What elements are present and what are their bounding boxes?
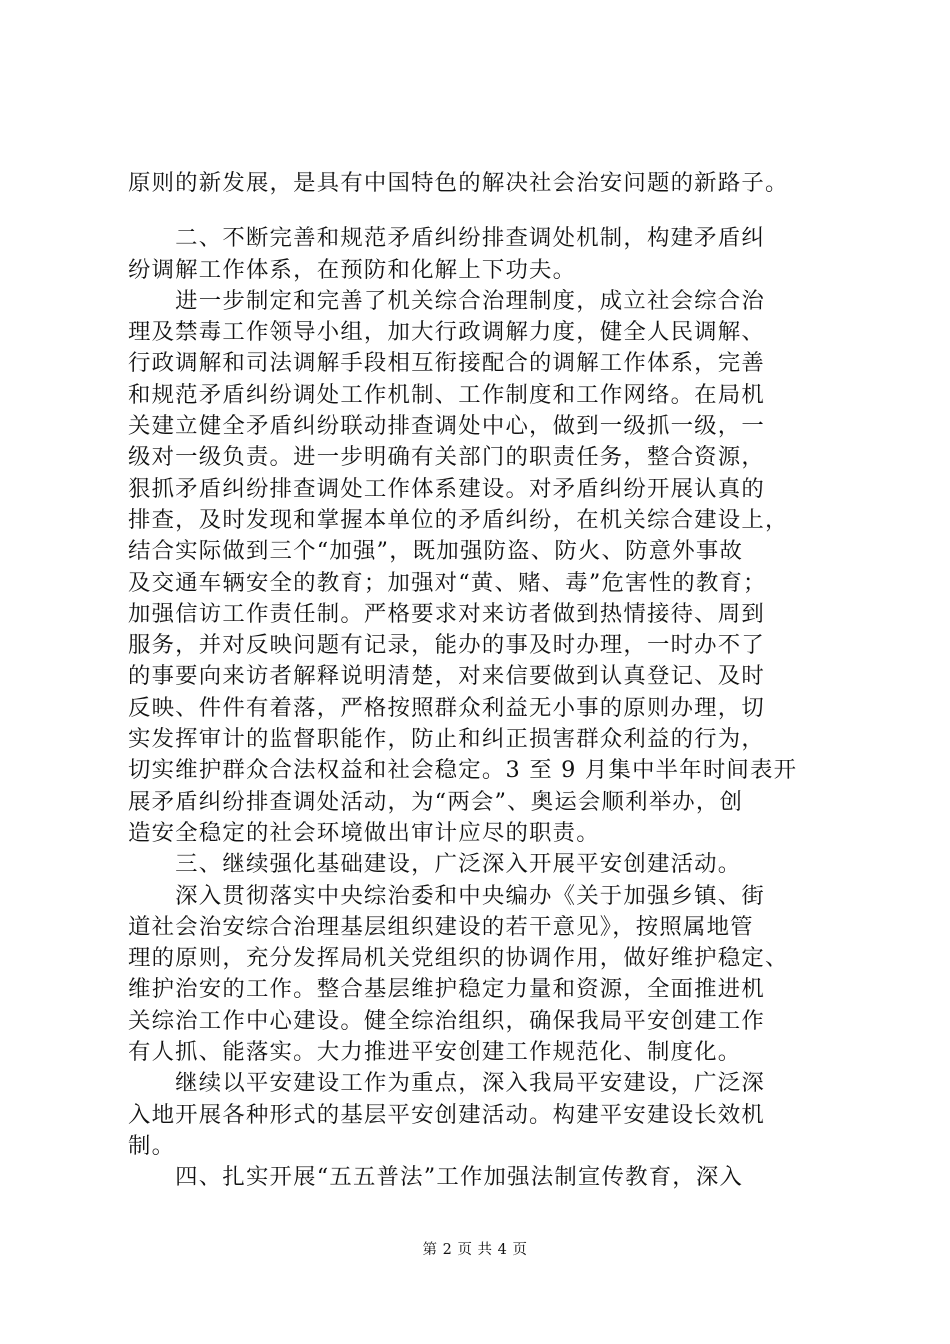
text-line: 入地开展各种形式的基层平安创建活动。构建平安建设长效机	[128, 1101, 765, 1128]
text-line: 关建立健全矛盾纠纷联动排查调处中心，做到一级抓一级，一	[128, 413, 765, 440]
text-line: 二、不断完善和规范矛盾纠纷排查调处机制，构建矛盾纠	[128, 225, 765, 252]
text-line: 维护治安的工作。整合基层维护稳定力量和资源，全面推进机	[128, 976, 765, 1003]
text-line: 造安全稳定的社会环境做出审计应尽的职责。	[128, 819, 600, 846]
text-line: 继续以平安建设工作为重点，深入我局平安建设，广泛深	[128, 1070, 765, 1097]
text-line: 加强信访工作责任制。严格要求对来访者做到热情接待、周到	[128, 600, 765, 627]
text-line: 狠抓矛盾纠纷排查调处工作体系建设。对矛盾纠纷开展认真的	[128, 475, 765, 502]
text-line: 的事要向来访者解释说明清楚，对来信要做到认真登记、及时	[128, 663, 765, 690]
main-text-block	[128, 223, 858, 1193]
paragraph-gap	[128, 199, 858, 223]
text-line: 切实维护群众合法权益和社会稳定。3 至 9 月集中半年时间表开	[128, 757, 798, 784]
text-line: 级对一级负责。进一步明确有关部门的职责任务，整合资源，	[128, 444, 765, 471]
text-line: 制。	[128, 1132, 176, 1159]
text-line: 反映、件件有着落，严格按照群众利益无小事的原则办理，切	[128, 694, 765, 721]
text-line: 有人抓、能落实。大力推进平安创建工作规范化、制度化。	[128, 1039, 742, 1066]
text-line: 及交通车辆安全的教育；加强对“黄、赌、毒”危害性的教育；	[128, 569, 767, 596]
text-line: 三、继续强化基础建设，广泛深入开展平安创建活动。	[128, 851, 742, 878]
text-line: 实发挥审计的监督职能作，防止和纠正损害群众利益的行为，	[128, 726, 765, 753]
page-footer: 第 2 页 共 4 页	[422, 1242, 528, 1258]
text-line: 排查，及时发现和掌握本单位的矛盾纠纷，在机关综合建设上，	[128, 506, 789, 533]
text-line: 道社会治安综合治理基层组织建设的若干意见》，按照属地管	[128, 913, 754, 940]
text-line: 四、扎实开展“五五普法”工作加强法制宣传教育，深入	[128, 1164, 744, 1191]
document-body	[128, 168, 858, 1194]
text-line: 原则的新发展，是具有中国特色的解决社会治安问题的新路子。	[128, 170, 789, 196]
text-line: 展矛盾纠纷排查调处活动，为“两会”、奥运会顺利举办，创	[128, 788, 744, 815]
text-line: 行政调解和司法调解手段相互衔接配合的调解工作体系，完善	[128, 350, 765, 377]
text-line: 深入贯彻落实中央综治委和中央编办《关于加强乡镇、街	[128, 882, 765, 909]
text-line: 进一步制定和完善了机关综合治理制度，成立社会综合治	[128, 287, 765, 314]
text-line: 结合实际做到三个“加强”，既加强防盗、防火、防意外事故	[128, 538, 744, 565]
text-line: 理及禁毒工作领导小组，加大行政调解力度，健全人民调解、	[128, 319, 765, 346]
text-line: 关综治工作中心建设。健全综治组织，确保我局平安创建工作	[128, 1007, 765, 1034]
text-line: 服务，并对反映问题有记录，能办的事及时办理，一时办不了	[128, 632, 765, 659]
text-line: 纷调解工作体系，在预防和化解上下功夫。	[128, 256, 577, 283]
text-line: 理的原则，充分发挥局机关党组织的协调作用，做好维护稳定、	[128, 945, 789, 972]
text-line: 和规范矛盾纠纷调处工作机制、工作制度和工作网络。在局机	[128, 381, 765, 408]
